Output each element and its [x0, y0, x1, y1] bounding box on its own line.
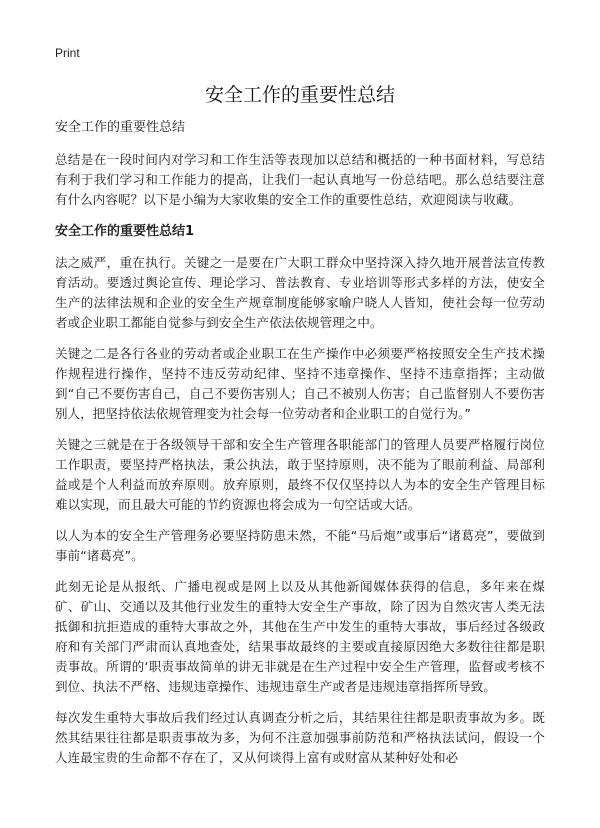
- intro-paragraph: 总结是在一段时间内对学习和工作生活等表现加以总结和概括的一种书面材料，写总结有利于我们学习和工作能力的提高，让我们一起认真地写一份总结吧。那么总结要注意有什么内容呢？以下是小编为大家收集的安全工作的重要性总结，欢迎阅读与收藏。: [55, 152, 545, 207]
- section-heading: 安全工作的重要性总结1: [55, 224, 195, 239]
- body-paragraph: 以人为本的安全生产管理务必要坚持防患未然，不能“马后炮”或事后“诸葛亮”，要做到事前“诸葛亮”。: [55, 528, 545, 563]
- body-paragraph: 关键之三就是在于各级领导干部和安全生产管理各职能部门的管理人员要严格履行岗位工作职责，要坚持严格执法，秉公执法，敢于坚持原则，决不能为了眼前利益、局部利益或是个人利益而放弃原则。放弃原则，最终不仅仅坚持以人为本的安全生产管理目标难以实现，而且最大可能的节约资源也将会成为一句空话或大话。: [55, 437, 545, 512]
- body-paragraph: 法之威严，重在执行。关键之一是要在广大职工群众中坚持深入持久地开展普法宣传教育活动。要透过舆论宣传、理论学习、普法教育、专业培训等形式多样的方法，使安全生产的法律法规和企业的安全生产规章制度能够家喻户晓人人皆知，使社会每一位劳动者或企业职工都能自觉参与到安全生产依法依规管理之中。: [55, 255, 545, 330]
- body-paragraph: 每次发生重特大事故后我们经过认真调查分析之后，其结果往往都是职责事故为多。既然其结果往往都是职责事故为多，为何不注意加强事前防范和严格执法试问，假设一个人连最宝贵的生命都不存在了，又从何谈得上富有或财富从某种好处和必: [55, 710, 545, 765]
- body-paragraph: 此刻无论是从报纸、广播电视或是网上以及从其他新闻媒体获得的信息，多年来在煤矿、矿山、交通以及其他行业发生的重特大安全生产事故，除了因为自然灾害人类无法抵御和抗拒造成的重特大事故之外，其他在生产中发生的重特大事故，事后经过各级政府和有关部门严肃而认真地查处，结果事故最终的主要或直接原因绝大多数往往都是职责事故。所谓的‘职责事故简单的讲无非就是在生产过程中安全生产管理，监督或考核不到位、执法不严格、违规违章操作、违规违章生产或者是违规违章指挥所导致。: [55, 579, 545, 694]
- page-title: 安全工作的重要性总结: [204, 84, 395, 106]
- print-link[interactable]: Print: [55, 46, 80, 60]
- article-body: [55, 118, 545, 779]
- article-subtitle: 安全工作的重要性总结: [55, 120, 186, 135]
- body-paragraph: 关键之二是各行各业的劳动者或企业职工在生产操作中必须要严格按照安全生产技术操作规程进行操作，坚持不违反劳动纪律、坚持不违章操作、坚持不违章指挥；主动做到“自己不要伤害自己，自己不要伤害别人；自己不被别人伤害；自己监督别人不要伤害别人，把坚持依法依规管理变为社会每一位劳动者和企业职工的自觉行为。”: [55, 346, 545, 421]
